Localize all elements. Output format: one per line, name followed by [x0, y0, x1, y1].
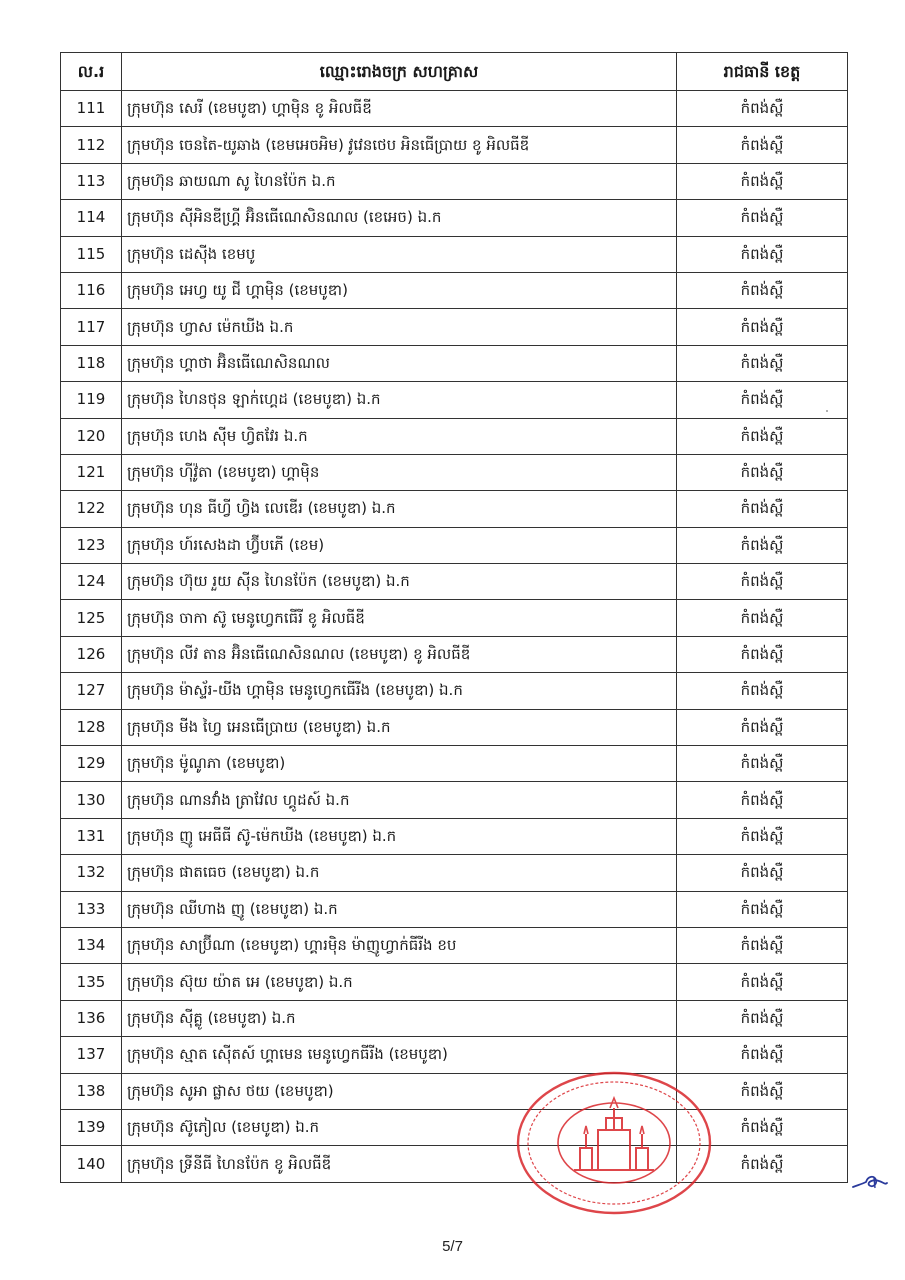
- company-name-cell: [122, 709, 677, 745]
- table-row: [61, 709, 848, 745]
- company-name-cell: [122, 964, 677, 1000]
- company-name-cell: [122, 746, 677, 782]
- company-name-cell: [122, 891, 677, 927]
- header-number: ល.រ: [61, 53, 122, 91]
- company-name: ក្រុមហ៊ុន អេហ្វ យូ ជី ហ្គាម៉ិន (ខេមបូឌា): [127, 281, 348, 300]
- company-name-cell: [122, 1073, 677, 1109]
- province-cell: កំពង់ស្ពឺ: [677, 309, 848, 345]
- province-cell: កំពង់ស្ពឺ: [677, 964, 848, 1000]
- table-header-row: [61, 53, 848, 91]
- company-name: ក្រុមហ៊ុន ញូ អេធីធី ស៊ូ-ម៉េកឃីង (ខេមបូឌា) ឯ.ក: [127, 827, 397, 845]
- table-row: [61, 382, 848, 418]
- company-name-cell: [122, 127, 677, 163]
- province-cell: កំពង់ស្ពឺ: [677, 527, 848, 563]
- company-name: ក្រុមហ៊ុន ហ៍រសេងដា ហ្វ៊ីបភើ (ខេម): [127, 535, 325, 554]
- row-number: 140: [61, 1146, 122, 1182]
- row-number: 114: [61, 200, 122, 236]
- company-name: ក្រុមហ៊ុន ស៊ុយ យ៉ាត អេ (ខេមបូឌា) ឯ.ក: [127, 972, 353, 991]
- table-row: [61, 673, 848, 709]
- table-row: [61, 418, 848, 454]
- table-row: [61, 127, 848, 163]
- company-name-cell: [122, 1109, 677, 1145]
- row-number: 111: [61, 91, 122, 127]
- company-name: ក្រុមហ៊ុន លីវ តាន អ៊ិនធើណេសិនណល (ខេមបូឌា) ខូ អិលធីឌី: [127, 645, 471, 664]
- company-name: ក្រុមហ៊ុន ឈីហាង ញូ (ខេមបូឌា) ឯ.ក: [127, 899, 338, 918]
- province-cell: កំពង់ស្ពឺ: [677, 418, 848, 454]
- province-cell: កំពង់ស្ពឺ: [677, 236, 848, 272]
- company-name: ក្រុមហ៊ុន ទ្រីនីធី ហៃនប៉ែក ខូ អិលធីឌី: [127, 1154, 332, 1173]
- company-name-cell: [122, 491, 677, 527]
- company-name-cell: [122, 163, 677, 199]
- company-name-cell: [122, 818, 677, 854]
- table-row: [61, 927, 848, 963]
- province-cell: កំពង់ស្ពឺ: [677, 91, 848, 127]
- row-number: 133: [61, 891, 122, 927]
- company-name-cell: [122, 600, 677, 636]
- company-name-cell: [122, 527, 677, 563]
- province-cell: កំពង់ស្ពឺ: [677, 1109, 848, 1145]
- province-cell: កំពង់ស្ពឺ: [677, 127, 848, 163]
- table-row: [61, 782, 848, 818]
- company-name: ក្រុមហ៊ុន ឆាយណា សូ ហៃនប៉ែក ឯ.ក: [127, 171, 336, 190]
- table-row: [61, 818, 848, 854]
- row-number: 117: [61, 309, 122, 345]
- province-cell: កំពង់ស្ពឺ: [677, 891, 848, 927]
- row-number: 132: [61, 855, 122, 891]
- table-row: [61, 564, 848, 600]
- row-number: 119: [61, 382, 122, 418]
- header-company-name: ឈ្មោះរោងចក្រ សហគ្រាស: [122, 53, 677, 91]
- company-name: ក្រុមហ៊ុន ស៊ូភៀល (ខេមបូឌា) ឯ.ក: [127, 1118, 320, 1137]
- province-cell: កំពង់ស្ពឺ: [677, 709, 848, 745]
- row-number: 124: [61, 564, 122, 600]
- row-number: 123: [61, 527, 122, 563]
- province-cell: កំពង់ស្ពឺ: [677, 746, 848, 782]
- row-number: 135: [61, 964, 122, 1000]
- company-name: ក្រុមហ៊ុន ចេនតៃ-យូឆាង (ខេមអេចអិម) វូវេនថេប អិនធើប្រាយ ខូ អិលធីឌី: [127, 135, 530, 154]
- company-name: ក្រុមហ៊ុន ស៊ីគ្លូ (ខេមបូឌា) ឯ.ក: [127, 1008, 296, 1027]
- province-cell: កំពង់ស្ពឺ: [677, 564, 848, 600]
- company-name-cell: [122, 382, 677, 418]
- table-row: [61, 527, 848, 563]
- table-row: [61, 200, 848, 236]
- company-name: ក្រុមហ៊ុន ម៉ាស្ទ័រ-យីង ហ្គាម៉ិន មេនូហ្វេកធើរីង (ខេមបូឌា) ឯ.ក: [127, 681, 463, 700]
- row-number: 131: [61, 818, 122, 854]
- table-row: [61, 964, 848, 1000]
- row-number: 128: [61, 709, 122, 745]
- table-row: [61, 1146, 848, 1182]
- row-number: 138: [61, 1073, 122, 1109]
- table-row: [61, 345, 848, 381]
- company-name-cell: [122, 636, 677, 672]
- table-row: [61, 1109, 848, 1145]
- row-number: 116: [61, 272, 122, 308]
- company-name-cell: [122, 1146, 677, 1182]
- company-name-cell: [122, 309, 677, 345]
- signature-mark: [852, 1172, 888, 1194]
- row-number: 130: [61, 782, 122, 818]
- table-row: [61, 309, 848, 345]
- table-row: [61, 163, 848, 199]
- table-row: [61, 454, 848, 490]
- company-name: ក្រុមហ៊ុន ហ្គាថា អ៊ិនធើណេសិនណល: [127, 353, 330, 372]
- company-name-cell: [122, 673, 677, 709]
- company-name-cell: [122, 1000, 677, 1036]
- company-name: ក្រុមហ៊ុន ហ្វាស ម៉េកឃីង ឯ.ក: [127, 317, 294, 336]
- company-name: ក្រុមហ៊ុន ដេស៊ីង ខេមបូ: [127, 244, 256, 263]
- company-name-cell: [122, 200, 677, 236]
- row-number: 121: [61, 454, 122, 490]
- row-number: 127: [61, 673, 122, 709]
- table-row: [61, 91, 848, 127]
- province-cell: កំពង់ស្ពឺ: [677, 636, 848, 672]
- company-name-cell: [122, 1037, 677, 1073]
- company-name: ក្រុមហ៊ុន ស្មាត ស៊ើតស៍ ហ្គាមេន មេនូហ្វេកធីរីង (ខេមបូឌា): [127, 1045, 448, 1064]
- province-cell: កំពង់ស្ពឺ: [677, 1146, 848, 1182]
- province-cell: កំពង់ស្ពឺ: [677, 855, 848, 891]
- province-cell: កំពង់ស្ពឺ: [677, 1000, 848, 1036]
- row-number: 120: [61, 418, 122, 454]
- company-name: ក្រុមហ៊ុន ហៃនថុន ឡាក់ហ្គេដ (ខេមបូឌា) ឯ.ក: [127, 390, 381, 409]
- row-number: 112: [61, 127, 122, 163]
- company-name: ក្រុមហ៊ុន ហ៊ុយ រួយ ស៊ីន ហៃនប៉ែក (ខេមបូឌា) ឯ.ក: [127, 572, 410, 591]
- row-number: 129: [61, 746, 122, 782]
- province-cell: កំពង់ស្ពឺ: [677, 927, 848, 963]
- province-cell: កំពង់ស្ពឺ: [677, 200, 848, 236]
- table-row: [61, 1000, 848, 1036]
- table-row: [61, 855, 848, 891]
- row-number: 122: [61, 491, 122, 527]
- row-number: 134: [61, 927, 122, 963]
- province-cell: កំពង់ស្ពឺ: [677, 491, 848, 527]
- province-cell: កំពង់ស្ពឺ: [677, 673, 848, 709]
- table-body: [61, 91, 848, 1183]
- table-row: [61, 746, 848, 782]
- company-name: ក្រុមហ៊ុន ណានវាំង ត្រាវែល ហ្គូដស៍ ឯ.ក: [127, 790, 350, 809]
- row-number: 136: [61, 1000, 122, 1036]
- table-row: [61, 1073, 848, 1109]
- header-province: រាជធានី ខេត្ត: [677, 53, 848, 91]
- province-cell: កំពង់ស្ពឺ: [677, 1037, 848, 1073]
- company-name-cell: [122, 782, 677, 818]
- table-row: [61, 636, 848, 672]
- table-row: [61, 1037, 848, 1073]
- province-cell: កំពង់ស្ពឺ: [677, 782, 848, 818]
- company-name: ក្រុមហ៊ុន ស៊ីអិនឌីហ្គ្រី អ៊ិនធើណេសិនណល (ខេអេច) ឯ.ក: [127, 208, 442, 227]
- row-number: 137: [61, 1037, 122, 1073]
- province-cell: កំពង់ស្ពឺ: [677, 163, 848, 199]
- row-number: 118: [61, 345, 122, 381]
- province-cell: កំពង់ស្ពឺ: [677, 272, 848, 308]
- company-name: ក្រុមហ៊ុន ផាតធេច (ខេមបូឌា) ឯ.ក: [127, 863, 320, 882]
- company-name-cell: [122, 454, 677, 490]
- company-name: ក្រុមហ៊ុន ចាកា ស៊ូ មេនូហ្វេកធើរី ខូ អិលធីឌី: [127, 608, 365, 627]
- table-row: [61, 491, 848, 527]
- company-name: ក្រុមហ៊ុន សេរី (ខេមបូឌា) ហ្គាម៉ិន ខូ អិលធីឌី: [127, 99, 372, 118]
- province-cell: កំពង់ស្ពឺ: [677, 1073, 848, 1109]
- company-name-cell: [122, 927, 677, 963]
- row-number: 113: [61, 163, 122, 199]
- company-name-cell: [122, 345, 677, 381]
- row-number: 115: [61, 236, 122, 272]
- table-row: [61, 236, 848, 272]
- table-row: [61, 600, 848, 636]
- company-name: ក្រុមហ៊ុន សូអា ផ្លាស ថយ (ខេមបូឌា): [127, 1081, 334, 1100]
- province-cell: កំពង់ស្ពឺ: [677, 600, 848, 636]
- factory-list-table: [60, 52, 848, 1183]
- company-name: ក្រុមហ៊ុន ហ៊ីវ៉ូតា (ខេមបូឌា) ហ្គាម៉ិន: [127, 463, 320, 482]
- company-name-cell: [122, 418, 677, 454]
- province-cell: កំពង់ស្ពឺ: [677, 818, 848, 854]
- province-cell: កំពង់ស្ពឺ: [677, 454, 848, 490]
- table-row: [61, 272, 848, 308]
- scan-speck: [826, 410, 828, 412]
- page-number: 5/7: [442, 1238, 463, 1255]
- company-name-cell: [122, 564, 677, 600]
- company-name: ក្រុមហ៊ុន ហេង ស៊ីម ហ្វិតវែរ ឯ.ក: [127, 426, 308, 445]
- company-name: ក្រុមហ៊ុន មីង ហ្វៃ អេនធើប្រាយ (ខេមបូឌា) ឯ.ក: [127, 717, 391, 736]
- company-name-cell: [122, 855, 677, 891]
- row-number: 126: [61, 636, 122, 672]
- company-name: ក្រុមហ៊ុន ហុន ធីហ្វី ហ្វិង លេឌើរ (ខេមបូឌា) ឯ.ក: [127, 499, 396, 518]
- company-name-cell: [122, 91, 677, 127]
- province-cell: កំពង់ស្ពឺ: [677, 345, 848, 381]
- row-number: 139: [61, 1109, 122, 1145]
- company-name-cell: [122, 236, 677, 272]
- company-name: ក្រុមហ៊ុន សាប្រ៊ីណា (ខេមបូឌា) ហ្គារម៉ិន ម៉ាញូហ្វាក់ធីរីង ខប: [127, 936, 457, 955]
- company-name-cell: [122, 272, 677, 308]
- table-row: [61, 891, 848, 927]
- row-number: 125: [61, 600, 122, 636]
- company-name: ក្រុមហ៊ុន ម៉ូណូភា (ខេមបូឌា): [127, 754, 286, 773]
- province-cell: កំពង់ស្ពឺ: [677, 382, 848, 418]
